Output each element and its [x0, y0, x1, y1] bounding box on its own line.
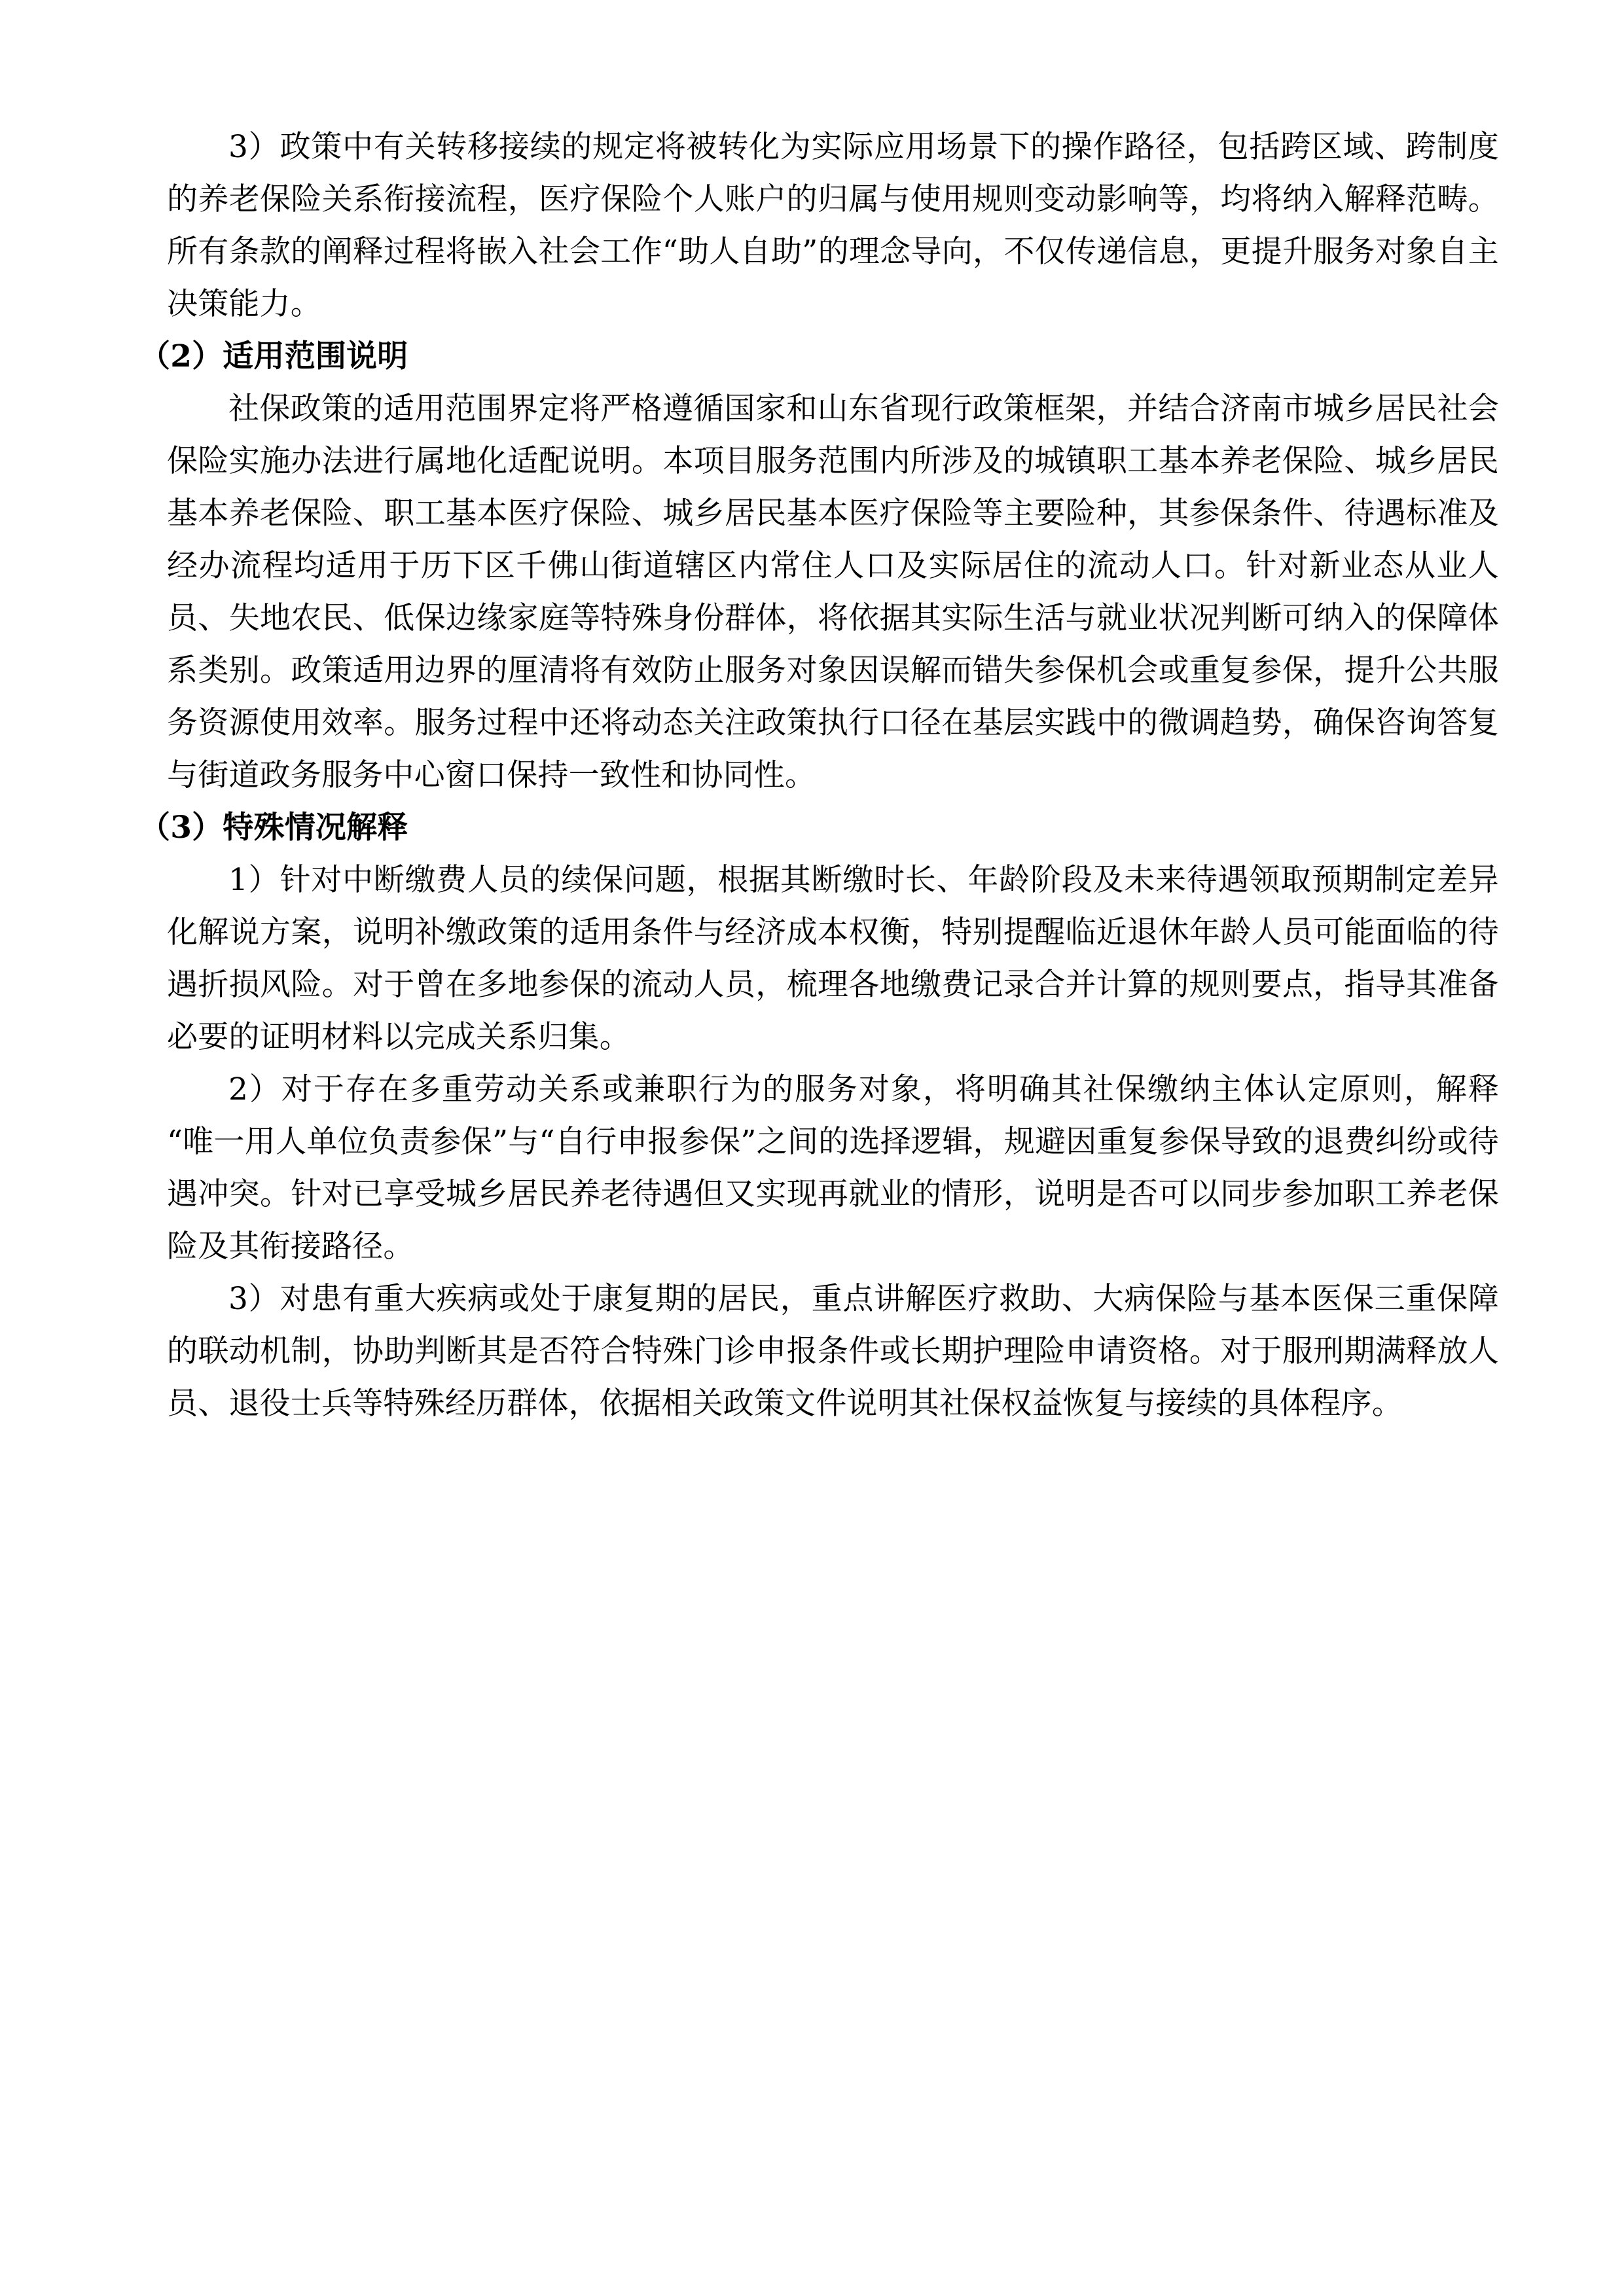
paragraph-special-case-1: 1）针对中断缴费人员的续保问题，根据其断缴时长、年龄阶段及未来待遇领取预期制定差异化解说方案，说明补缴政策的适用条件与经济成本权衡，特别提醒临近退休年龄人员可能面临的待遇折损风险。对于曾在多地参保的流动人员，梳理各地缴费记录合并计算的规则要点，指导其准备必要的证明材料以完成关系归集。: [167, 862, 1499, 1055]
paragraph-applicable-scope-body: 社保政策的适用范围界定将严格遵循国家和山东省现行政策框架，并结合济南市城乡居民社会保险实施办法进行属地化适配说明。本项目服务范围内所涉及的城镇职工基本养老保险、城乡居民基本养老保险、职工基本医疗保险、城乡居民基本医疗保险等主要险种，其参保条件、待遇标准及经办流程均适用于历下区千佛山街道辖区内常住人口及实际居住的流动人口。针对新业态从业人员、失地农民、低保边缘家庭等特殊身份群体，将依据其实际生活与就业状况判断可纳入的保障体系类别。政策适用边界的厘清将有效防止服务对象因误解而错失参保机会或重复参保，提升公共服务资源使用效率。服务过程中还将动态关注政策执行口径在基层实践中的微调趋势，确保咨询答复与街道政务服务中心窗口保持一致性和协同性。: [167, 391, 1499, 793]
paragraph-transfer-continuation: 3）政策中有关转移接续的规定将被转化为实际应用场景下的操作路径，包括跨区域、跨制度的养老保险关系衔接流程，医疗保险个人账户的归属与使用规则变动影响等，均将纳入解释范畴。所有条款的阐释过程将嵌入社会工作“助人自助”的理念导向，不仅传递信息，更提升服务对象自主决策能力。: [167, 129, 1499, 322]
document-body: [139, 121, 1499, 1430]
paragraph-special-case-2: 2）对于存在多重劳动关系或兼职行为的服务对象，将明确其社保缴纳主体认定原则，解释“唯一用人单位负责参保”与“自行申报参保”之间的选择逻辑，规避因重复参保导致的退费纠纷或待遇冲突。针对已享受城乡居民养老待遇但又实现再就业的情形，说明是否可以同步参加职工养老保险及其衔接路径。: [167, 1071, 1499, 1265]
heading-special-cases: （3）特殊情况解释: [139, 810, 408, 846]
paragraph-special-case-3: 3）对患有重大疾病或处于康复期的居民，重点讲解医疗救助、大病保险与基本医保三重保障的联动机制，协助判断其是否符合特殊门诊申报条件或长期护理险申请资格。对于服刑期满释放人员、退役士兵等特殊经历群体，依据相关政策文件说明其社保权益恢复与接续的具体程序。: [167, 1281, 1499, 1422]
heading-applicable-scope: （2）适用范围说明: [139, 338, 408, 374]
